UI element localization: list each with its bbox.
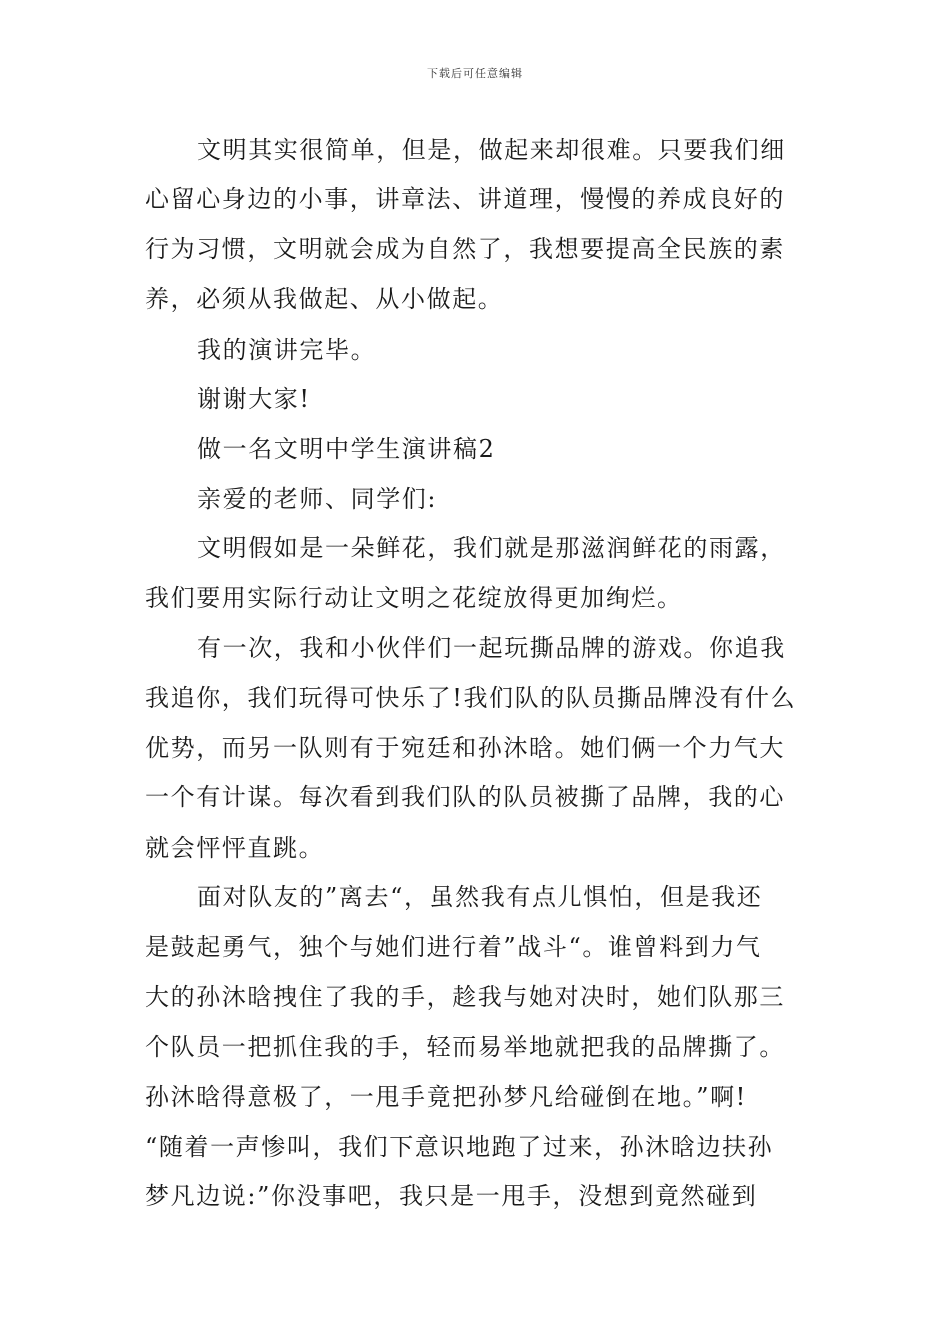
text-line: 行为习惯，文明就会成为自然了，我想要提高全民族的素 xyxy=(145,235,785,263)
text-line: 孙沐晗得意极了，一甩手竟把孙梦凡给碰倒在地。”啊! xyxy=(145,1083,747,1111)
text-line: 文明其实很简单，但是，做起来却很难。只要我们细 xyxy=(197,136,786,164)
text-line: 我追你，我们玩得可快乐了!我们队的队员撕品牌没有什么 xyxy=(145,684,797,712)
salutation: 亲爱的老师、同学们: xyxy=(197,485,438,513)
text-line: 谢谢大家! xyxy=(197,385,311,413)
text-line: 优势，而另一队则有于宛廷和孙沐晗。她们俩一个力气大 xyxy=(145,734,785,762)
text-line: 文明假如是一朵鲜花，我们就是那滋润鲜花的雨露， xyxy=(197,534,786,562)
text-line: 个队员一把抓住我的手，轻而易举地就把我的品牌撕了。 xyxy=(145,1033,785,1061)
text-line: 面对队友的”离去“，虽然我有点儿惧怕，但是我还 xyxy=(197,883,763,911)
text-line: 心留心身边的小事，讲章法、讲道理，慢慢的养成良好的 xyxy=(145,185,785,213)
text-line: 就会怦怦直跳。 xyxy=(145,834,325,862)
header-note: 下载后可任意编辑 xyxy=(427,67,523,80)
text-line: 梦凡边说:”你没事吧，我只是一甩手，没想到竟然碰到 xyxy=(145,1182,758,1210)
text-line: 我们要用实际行动让文明之花绽放得更加绚烂。 xyxy=(145,584,683,612)
text-line: “随着一声惨叫，我们下意识地跑了过来，孙沐晗边扶孙 xyxy=(145,1133,774,1161)
text-line: 是鼓起勇气，独个与她们进行着”战斗“。谁曾料到力气 xyxy=(145,933,762,961)
text-line: 我的演讲完毕。 xyxy=(197,336,377,364)
text-line: 养，必须从我做起、从小做起。 xyxy=(145,285,504,313)
section-title: 做一名文明中学生演讲稿2 xyxy=(197,435,496,463)
text-line: 大的孙沐晗拽住了我的手，趁我与她对决时，她们队那三 xyxy=(145,983,785,1011)
text-line: 有一次，我和小伙伴们一起玩撕品牌的游戏。你追我 xyxy=(197,634,786,662)
text-line: 一个有计谋。每次看到我们队的队员被撕了品牌，我的心 xyxy=(145,783,785,811)
